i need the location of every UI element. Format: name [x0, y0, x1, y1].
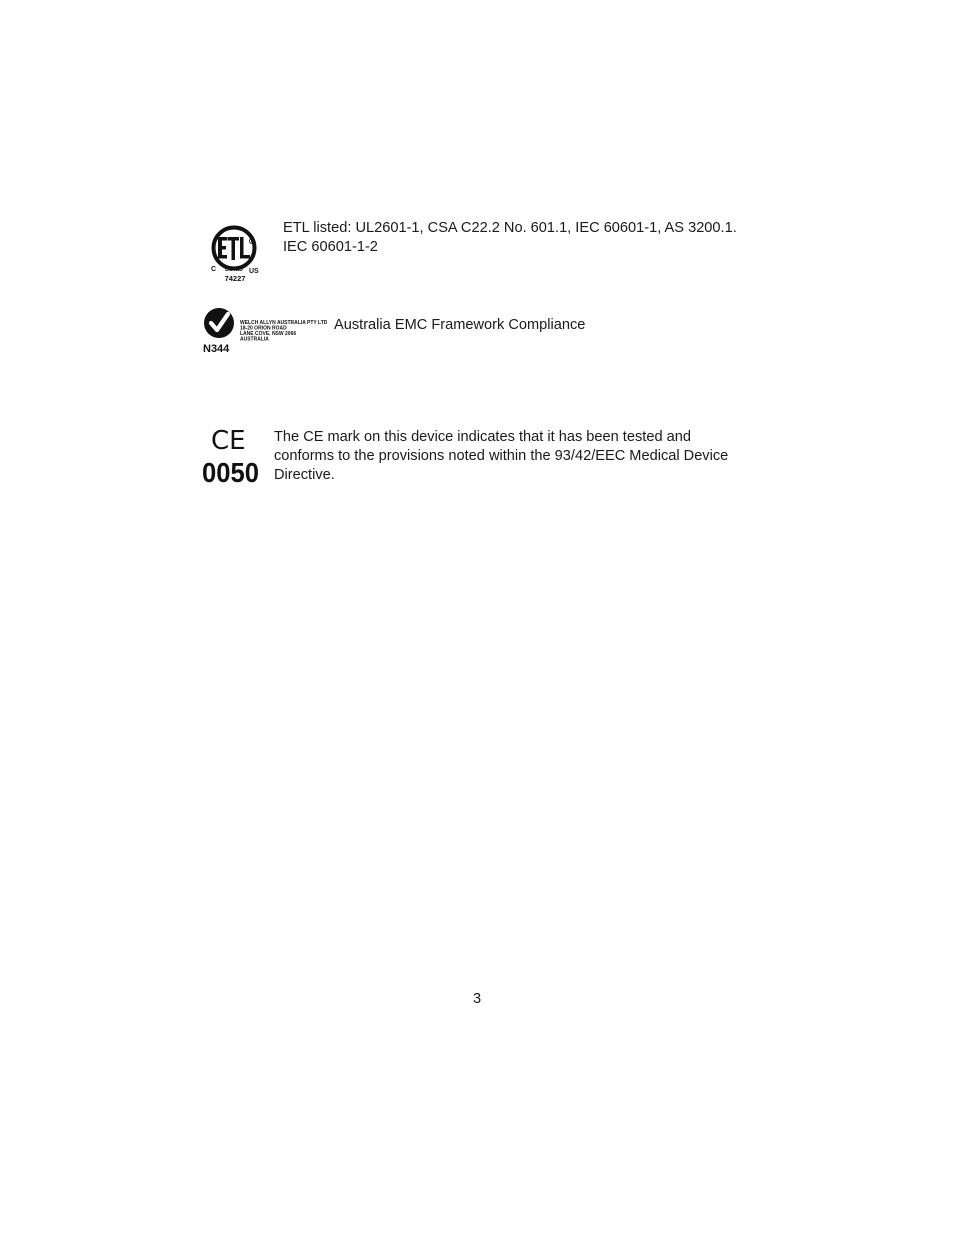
etl-description [283, 219, 763, 257]
c-tick-address-line: AUSTRALIA [240, 336, 269, 343]
c-tick-description: Australia EMC Framework Compliance [334, 317, 586, 333]
svg-text:R: R [250, 239, 254, 244]
etl-description-line: IEC 60601-1-2 [283, 239, 378, 255]
etl-listed-icon [205, 224, 265, 284]
c-tick-address-line: LANE COVE, NSW 2066 [240, 331, 297, 337]
etl-listed-label: LISTED [225, 267, 243, 273]
etl-country-left: C [211, 266, 217, 273]
etl-listed-logo [205, 224, 265, 284]
c-tick-logo [202, 306, 327, 358]
c-tick-code: N344 [203, 343, 230, 355]
ce-description: The CE mark on this device indicates that it has been tested and conforms to the provisions noted within the 93/42/EEC Medical Device Directive. [274, 429, 729, 483]
c-tick-icon [202, 306, 327, 358]
ce-mark-letters: CE [211, 426, 246, 456]
ce-notified-body-number: 0050 [202, 457, 259, 487]
page-number: 3 [472, 991, 482, 1007]
etl-description-line: ETL listed: UL2601-1, CSA C22.2 No. 601.1, IEC 60601-1, AS 3200.1. [283, 220, 737, 236]
etl-number: 74227 [224, 274, 246, 283]
ce-mark-logo [202, 425, 264, 487]
c-tick-address-line: 18-20 ORION ROAD [240, 325, 287, 332]
ce-mark-icon [202, 425, 264, 487]
etl-country-right: US [249, 268, 259, 275]
c-tick-address-line: WELCH ALLYN AUSTRALIA PTY LTD [240, 320, 327, 326]
